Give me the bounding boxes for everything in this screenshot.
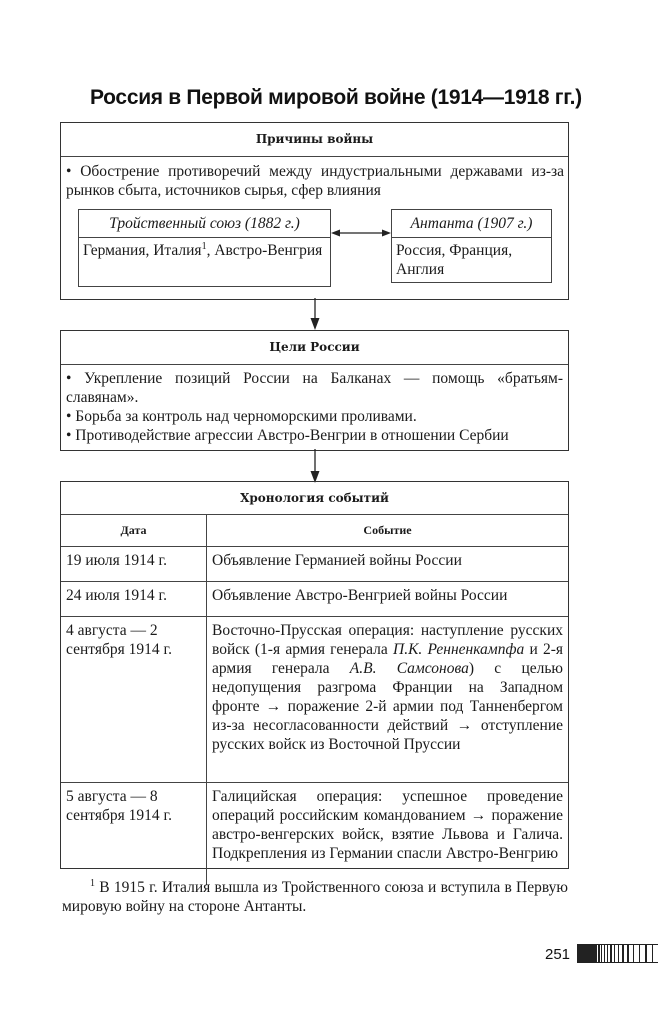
causes-heading: Причины войны [61, 123, 568, 157]
triple-members-text-2: , Австро-Венгрия [206, 242, 323, 259]
column-header-event: Событие [207, 515, 569, 547]
goal-item: • Укрепление позиций России на Балканах — помощь «братьям-славянам». [66, 370, 563, 406]
goal-item: • Противодействие агрессии Австро-Венгрии в отношении Сербии [66, 427, 509, 444]
page-title: Россия в Первой мировой войне (1914—1918 гг.) [90, 86, 582, 109]
triple-alliance-members [79, 238, 330, 263]
column-header-date: Дата [61, 515, 207, 547]
goals-list [61, 365, 568, 445]
bar-stripe [607, 945, 609, 962]
table-row [61, 783, 568, 886]
event-cell [207, 617, 569, 783]
event-cell: Объявление Австро-Венгрией войны России [207, 582, 569, 617]
triple-members-text: Германия, Италия [83, 242, 202, 259]
bar-stripe [633, 945, 635, 962]
bar-stripe [652, 945, 654, 962]
triple-alliance-heading: Тройственный союз (1882 г.) [79, 210, 330, 238]
bar-stripe [598, 945, 600, 962]
down-arrow-icon [308, 298, 322, 330]
bar-stripe [622, 945, 624, 962]
footnote [62, 878, 568, 916]
chronology-box [60, 481, 569, 869]
table-row [61, 582, 568, 617]
chronology-table [61, 515, 568, 885]
bar-solid [577, 945, 597, 962]
event-text: и 2-я армия генерала [212, 641, 564, 677]
general-name: А.В. Самсонова [349, 660, 469, 677]
page-number: 251 [545, 946, 571, 963]
footnote-text: В 1915 г. Италия вышла из Тройственного союза и вступила в Первую мировую войну на стороне Антанты. [62, 879, 568, 915]
goal-item: • Борьба за контроль над черноморскими проливами. [66, 408, 417, 425]
date-cell: 5 августа — 8 сентября 1914 г. [61, 783, 207, 886]
double-arrow-icon [331, 227, 391, 239]
event-cell: Галицийская операция: успешное проведение операций российским командованием → поражение австро-венгерских войск, взятие Львова и Галича. Подкрепления из Германии спасли Австро-Венгрию [207, 783, 569, 886]
date-cell: 19 июля 1914 г. [61, 547, 207, 582]
bar-stripe [627, 945, 629, 962]
bar-stripe [645, 945, 647, 962]
event-text: Восточно-Прусская операция: наступление русских войск (1-я армия генерала [212, 622, 563, 658]
goals-heading: Цели России [61, 331, 568, 365]
entente-box [391, 209, 552, 283]
event-cell: Объявление Германией войны России [212, 552, 462, 569]
entente-members: Россия, Франция, Англия [396, 242, 513, 278]
bar-stripe [604, 945, 606, 962]
footnote-mark: 1 [90, 877, 95, 889]
general-name: П.К. Ренненкампфа [393, 641, 525, 658]
table-row [61, 547, 568, 582]
bar-stripe [618, 945, 620, 962]
goals-box [60, 330, 569, 451]
date-cell: 24 июля 1914 г. [61, 582, 207, 617]
down-arrow-icon [308, 449, 322, 483]
event-text: ) с целью недопущения разгрома Франции на Западном фронте → поражение 2-й армии под Танненбергом из-за несогласованности действий → отступление русских войск из Восточной Пруссии [212, 660, 564, 753]
bar-stripe [601, 945, 603, 962]
triple-alliance-box [78, 209, 331, 287]
entente-heading: Антанта (1907 г.) [392, 210, 551, 238]
page-edge-bar [577, 944, 658, 963]
bar-stripe [639, 945, 641, 962]
bar-stripe [614, 945, 616, 962]
bar-stripe [610, 945, 612, 962]
causes-bullet: • Обострение противоречий между индустриальными державами из-за рынков сбыта, источников сырья, сфер влияния [66, 163, 564, 199]
causes-box [60, 122, 569, 300]
table-row [61, 617, 568, 783]
chronology-heading: Хронология событий [61, 482, 568, 515]
footnote-ref[interactable]: 1 [201, 240, 207, 252]
date-cell: 4 августа — 2 сентября 1914 г. [61, 617, 207, 783]
